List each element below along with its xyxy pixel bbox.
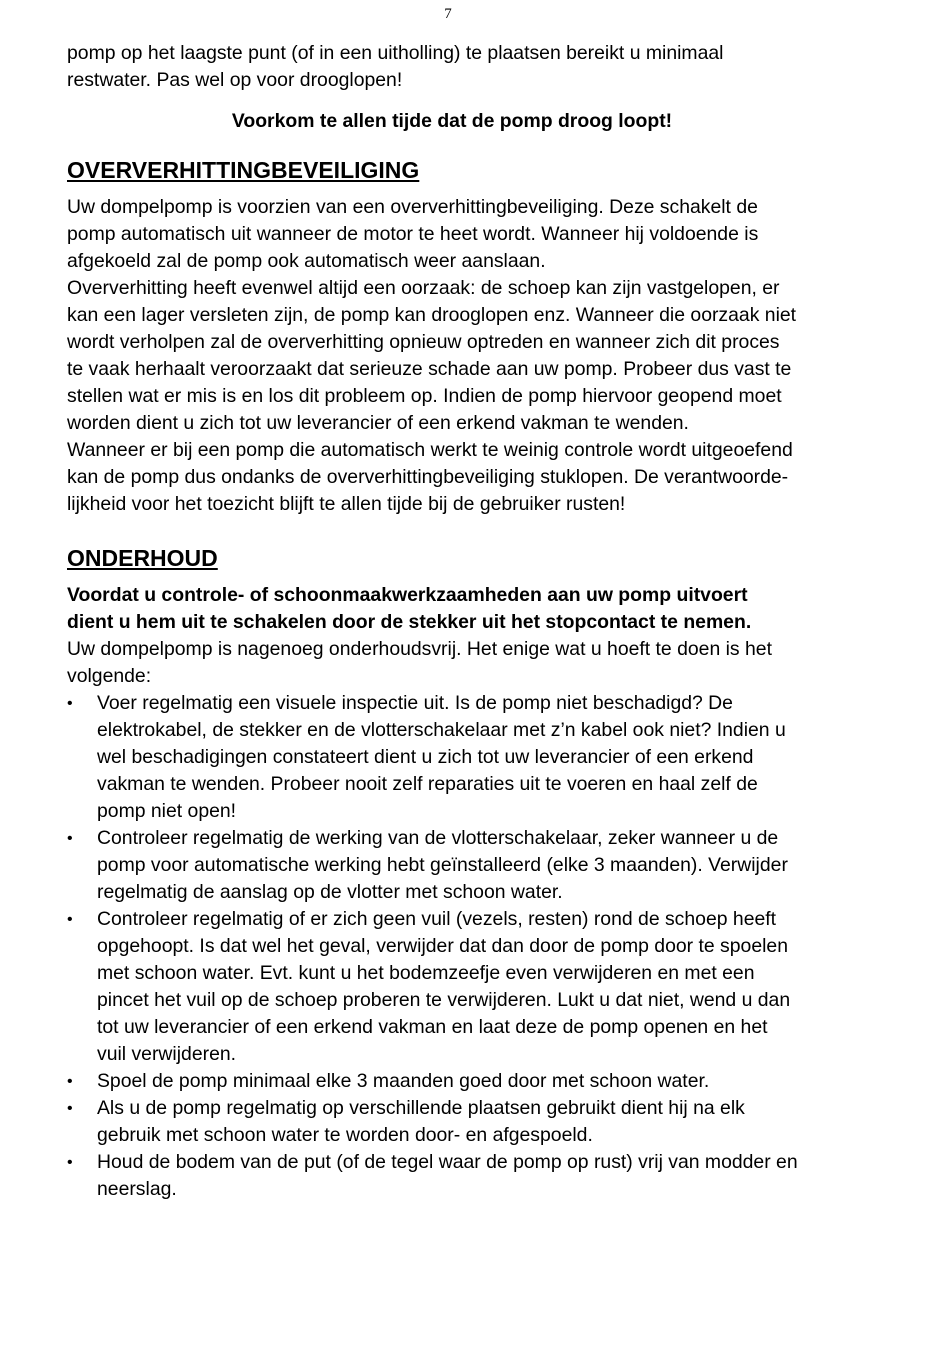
text-line: afgekoeld zal de pomp ook automatisch weer aanslaan. [67,250,546,272]
bullet-icon: • [67,1154,73,1171]
text-line: Uw dompelpomp is nagenoeg onderhoudsvrij. Het enige wat u hoeft te doen is het [67,638,772,660]
text-line: Voer regelmatig een visuele inspectie uit. Is de pomp niet beschadigd? De [97,692,733,714]
list-item-text [97,908,790,1065]
list-item-text [97,692,786,822]
text-line: wel beschadigingen constateert dient u zich tot uw leverancier of een erkend [97,746,754,768]
text-line: te vaak herhaalt veroorzaakt dat serieuze schade aan uw pomp. Probeer dus vast te [67,358,792,380]
text-line: worden dient u zich tot uw leverancier of een erkend vakman te wenden. [67,412,689,434]
text-line: elektrokabel, de stekker en de vlotterschakelaar met z’n kabel ook niet? Indien u [97,719,786,741]
maintenance-intro [67,636,837,690]
list-item [67,1068,837,1095]
text-line: Controleer regelmatig of er zich geen vuil (vezels, resten) rond de schoep heeft [97,908,777,930]
text-line: Houd de bodem van de put (of de tegel waar de pomp op rust) vrij van modder en [97,1151,798,1173]
maintenance-heading: ONDERHOUD [67,545,218,571]
intro-paragraph [67,40,837,94]
bullet-icon: • [67,830,73,847]
bullet-icon: • [67,695,73,712]
text-line: Wanneer er bij een pomp die automatisch werkt te weinig controle wordt uitgeoefend [67,439,793,461]
text-line: wordt verholpen zal de oververhitting opnieuw optreden en wanneer zich dit proces [67,331,780,353]
text-line: pomp voor automatische werking hebt geïnstalleerd (elke 3 maanden). Verwijder [97,854,788,876]
list-item [67,825,837,906]
text-line: vuil verwijderen. [97,1043,237,1065]
bullet-icon: • [67,1100,73,1117]
list-item-text [97,1097,745,1146]
text-line: lijkheid voor het toezicht blijft te allen tijde bij de gebruiker rusten! [67,493,626,515]
text-line: kan een lager versleten zijn, de pomp kan drooglopen enz. Wanneer die oorzaak niet [67,304,797,326]
text-line: Spoel de pomp minimaal elke 3 maanden goed door met schoon water. [97,1070,710,1092]
text-line: volgende: [67,665,152,687]
list-item-text [97,1070,709,1092]
text-line: Als u de pomp regelmatig op verschillende plaatsen gebruikt dient hij na elk [97,1097,745,1119]
list-item [67,906,837,1068]
bullet-icon: • [67,911,73,928]
text-line: neerslag. [97,1178,177,1200]
bullet-icon: • [67,1073,73,1090]
text-line: Voordat u controle- of schoonmaakwerkzaamheden aan uw pomp uitvoert [67,584,748,606]
safety-instruction [67,582,837,636]
text-line: restwater. Pas wel op voor drooglopen! [67,69,403,91]
text-line: tot uw leverancier of een erkend vakman en laat deze de pomp openen en het [97,1016,768,1038]
list-item [67,1149,837,1203]
text-line: Uw dompelpomp is voorzien van een oververhittingbeveiliging. Deze schakelt de [67,196,758,218]
text-line: gebruik met schoon water te worden door- en afgespoeld. [97,1124,593,1146]
text-line: pomp automatisch uit wanneer de motor te heet wordt. Wanneer hij voldoende is [67,223,759,245]
text-line: Controleer regelmatig de werking van de vlotterschakelaar, zeker wanneer u de [97,827,779,849]
text-line: vakman te wenden. Probeer nooit zelf reparaties uit te voeren en haal zelf de [97,773,758,795]
document-body [67,40,837,1203]
text-line: pomp niet open! [97,800,237,822]
page-number: 7 [444,6,452,22]
text-line: Oververhitting heeft evenwel altijd een oorzaak: de schoep kan zijn vastgelopen, er [67,277,780,299]
list-item [67,690,837,825]
text-line: pincet het vuil op de schoep proberen te verwijderen. Lukt u dat niet, wend u dan [97,989,791,1011]
overheat-heading: OVERVERHITTINGBEVEILIGING [67,157,420,183]
text-line: pomp op het laagste punt (of in een uitholling) te plaatsen bereikt u minimaal [67,42,724,64]
text-line: met schoon water. Evt. kunt u het bodemzeefje even verwijderen en met een [97,962,755,984]
text-line: dient u hem uit te schakelen door de stekker uit het stopcontact te nemen. [67,611,752,633]
overheat-paragraph [67,194,837,518]
text-line: opgehoopt. Is dat wel het geval, verwijder dat dan door de pomp door te spoelen [97,935,788,957]
text-line: stellen wat er mis is en los dit probleem op. Indien de pomp hiervoor geopend moet [67,385,782,407]
list-item [67,1095,837,1149]
maintenance-list [67,690,837,1203]
text-line: regelmatig de aanslag op de vlotter met schoon water. [97,881,563,903]
dry-run-warning: Voorkom te allen tijde dat de pomp droog loopt! [231,110,673,132]
text-line: kan de pomp dus ondanks de oververhittingbeveiliging stuklopen. De verantwoorde- [67,466,789,488]
list-item-text [97,827,788,903]
list-item-text [97,1151,798,1200]
